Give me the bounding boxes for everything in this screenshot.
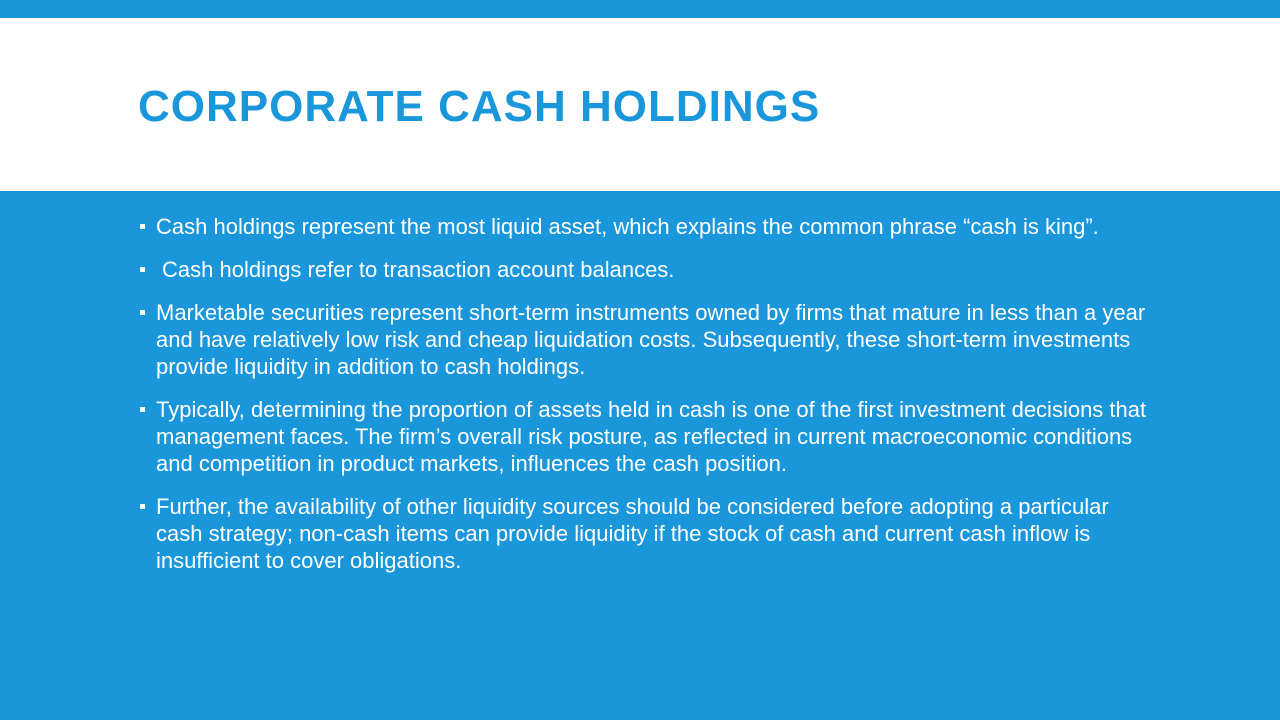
bullet-item [138,493,1148,574]
square-bullet-icon [140,267,145,272]
bullet-text: Cash holdings represent the most liquid asset, which explains the common phrase “cash is king”. [156,214,1099,239]
square-bullet-icon [140,224,145,229]
square-bullet-icon [140,407,145,412]
bullet-item [138,396,1148,477]
bullet-item [138,299,1148,380]
slide-title: CORPORATE CASH HOLDINGS [138,82,821,131]
bullet-text: Cash holdings refer to transaction account balances. [162,257,675,282]
square-bullet-icon [140,504,145,509]
bullet-text: Marketable securities represent short-term instruments owned by firms that mature in less than a year and have relatively low risk and cheap liquidation costs. Subsequently, these short-term investments provide liquidity in addition to cash holdings. [156,300,1146,379]
bullet-text: Further, the availability of other liquidity sources should be considered before adopting a particular cash strategy; non-cash items can provide liquidity if the stock of cash and current cash inflow is insufficient to cover obligations. [156,494,1109,573]
bullet-list [138,213,1148,590]
bullet-text: Typically, determining the proportion of assets held in cash is one of the first investment decisions that management faces. The firm’s overall risk posture, as reflected in current macroeconomic conditions and competition in product markets, influences the cash position. [156,397,1147,476]
bullet-item [138,213,1148,240]
bullet-item [138,256,1148,283]
top-accent-bar [0,0,1280,18]
square-bullet-icon [140,310,145,315]
